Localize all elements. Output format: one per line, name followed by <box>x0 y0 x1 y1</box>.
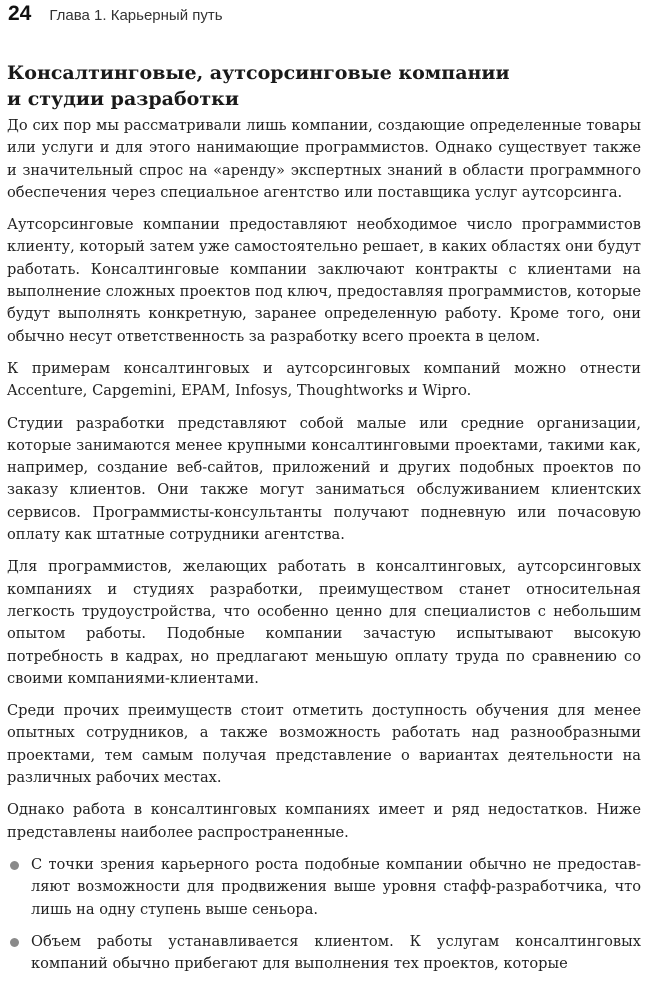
bullet-item <box>7 931 641 976</box>
paragraph: Аутсорсинговые компании предоставляют необходимое число программистов клиенту, который затем уже самостоятельно решает, в каких областях они будут работать. Консалтинговые компании заключают контракты с клиентами на выполнение сложных проектов под ключ, предоставляя программистов, которые будут выполнять конкретную, заранее определенную работу. Кроме того, они обычно несут ответственность за разработку всего проекта в целом. <box>7 216 641 345</box>
section-title-line-1: Консалтинговые, аутсорсинговые компании <box>7 62 510 84</box>
section-title-line-2: и студии разработки <box>7 88 239 110</box>
bullet-list <box>7 854 641 975</box>
paragraph: До сих пор мы рассматривали лишь компании, создающие определенные товары или услуги и для этого нанимающие программистов. Однако существует также и значительный спрос на «аренду» экспертных знаний в области программного обеспечения через специальное агентство или поставщика услуг аутсорсинга. <box>7 117 641 201</box>
paragraph: Для программистов, желающих работать в консалтинговых, аутсорсинговых компаниях и студиях разработки, преимуществом станет относительная легкость трудоустройства, что особенно ценно для специалистов с небольшим опытом работы. Подобные компании зачастую испытывают высокую потребность в кадрах, но предлагают меньшую оплату труда по сравнению со своими компаниями-клиентами. <box>7 558 641 687</box>
page-content <box>7 60 641 985</box>
bullet-text: С точки зрения карьерного роста подобные компании обычно не предоставляют возможности для продвижения выше уровня стафф-разработчика, что лишь на одну ступень выше сеньора. <box>31 855 641 918</box>
paragraph: К примерам консалтинговых и аутсорсинговых компаний можно отнести Accenture, Capgemini, EPAM, Infosys, Thoughtworks и Wipro. <box>7 359 641 400</box>
page-number: 24 <box>8 2 32 25</box>
page-header <box>8 2 223 28</box>
paragraph: Однако работа в консалтинговых компаниях имеет и ряд недостатков. Ниже представлены наиболее распространенные. <box>7 801 641 841</box>
running-head: Глава 1. Карьерный путь <box>49 7 223 24</box>
section-title <box>7 60 641 112</box>
bullet-text: Объем работы устанавливается клиентом. К услугам консалтинговых компаний обычно прибегают для выполнения тех проектов, которые <box>31 932 641 973</box>
paragraph: Среди прочих преимуществ стоит отметить доступность обучения для менее опытных сотрудников, а также возможность работать над разнообразными проектами, тем самым получая представление о вариантах деятельности на различных рабочих местах. <box>7 702 641 787</box>
bullet-item <box>7 854 641 921</box>
paragraph: Студии разработки представляют собой малые или средние организации, которые занимаются менее крупными консалтинговыми проектами, такими как, например, создание веб-сайтов, приложений и других подобных проектов по заказу клиентов. Они также могут заниматься обслуживанием клиентских сервисов. Программисты-консультанты получают подневную или почасовую оплату как штатные сотрудники агентства. <box>7 414 641 544</box>
bullet-dot-icon <box>10 938 19 947</box>
bullet-dot-icon <box>10 861 19 870</box>
